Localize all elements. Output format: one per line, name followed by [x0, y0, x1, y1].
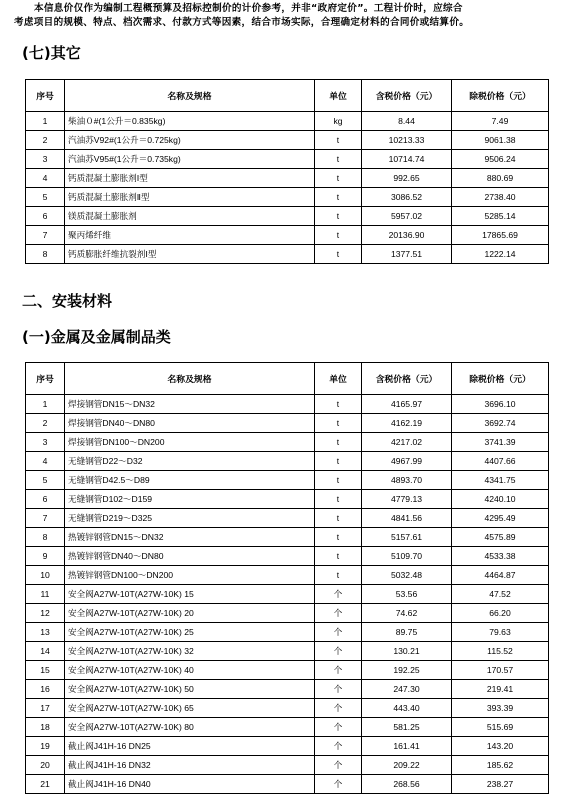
cell-name: 安全阀A27W-10T(A27W-10K) 65	[65, 699, 315, 718]
cell-notax-price: 3741.39	[452, 433, 549, 452]
cell-notax-price: 4407.66	[452, 452, 549, 471]
cell-no: 14	[26, 642, 65, 661]
table-row	[26, 471, 549, 490]
cell-unit: 个	[315, 642, 362, 661]
cell-notax-price: 2738.40	[452, 188, 549, 207]
cell-notax-price: 4341.75	[452, 471, 549, 490]
cell-tax-price: 209.22	[362, 756, 452, 775]
cell-notax-price: 4240.10	[452, 490, 549, 509]
cell-tax-price: 3086.52	[362, 188, 452, 207]
cell-notax-price: 3692.74	[452, 414, 549, 433]
cell-unit: 个	[315, 718, 362, 737]
cell-no: 6	[26, 207, 65, 226]
cell-name: 镁质混凝土膨胀剂	[65, 207, 315, 226]
table-row	[26, 585, 549, 604]
cell-unit: 个	[315, 775, 362, 794]
cell-notax-price: 5285.14	[452, 207, 549, 226]
table-row	[26, 490, 549, 509]
cell-notax-price: 4575.89	[452, 528, 549, 547]
cell-notax-price: 7.49	[452, 112, 549, 131]
cell-notax-price: 219.41	[452, 680, 549, 699]
header-tax-price: 含税价格（元）	[362, 80, 452, 112]
header-tax-price: 含税价格（元）	[362, 363, 452, 395]
cell-name: 钙质混凝土膨胀剂Ⅱ型	[65, 188, 315, 207]
cell-tax-price: 4779.13	[362, 490, 452, 509]
cell-no: 8	[26, 245, 65, 264]
cell-no: 10	[26, 566, 65, 585]
table-header-row	[26, 80, 549, 112]
cell-name: 钙质膨胀纤维抗裂剂Ⅰ型	[65, 245, 315, 264]
cell-name: 焊接钢管DN100～DN200	[65, 433, 315, 452]
header-no: 序号	[26, 80, 65, 112]
table-row	[26, 661, 549, 680]
cell-unit: t	[315, 528, 362, 547]
notice-text	[14, 2, 566, 29]
cell-no: 4	[26, 169, 65, 188]
cell-tax-price: 5032.48	[362, 566, 452, 585]
table-row	[26, 395, 549, 414]
cell-unit: 个	[315, 756, 362, 775]
table-row	[26, 150, 549, 169]
cell-notax-price: 17865.69	[452, 226, 549, 245]
cell-unit: t	[315, 414, 362, 433]
table-row	[26, 680, 549, 699]
table-row	[26, 226, 549, 245]
cell-name: 柴油０#(1公升＝0.835kg)	[65, 112, 315, 131]
table-row	[26, 452, 549, 471]
cell-notax-price: 115.52	[452, 642, 549, 661]
cell-no: 15	[26, 661, 65, 680]
cell-notax-price: 880.69	[452, 169, 549, 188]
cell-no: 3	[26, 150, 65, 169]
cell-no: 16	[26, 680, 65, 699]
cell-tax-price: 161.41	[362, 737, 452, 756]
cell-name: 截止阀J41H-16 DN32	[65, 756, 315, 775]
cell-notax-price: 4295.49	[452, 509, 549, 528]
table-row	[26, 756, 549, 775]
cell-notax-price: 238.27	[452, 775, 549, 794]
cell-tax-price: 130.21	[362, 642, 452, 661]
cell-tax-price: 53.56	[362, 585, 452, 604]
cell-no: 8	[26, 528, 65, 547]
section-install-title: 二、安装材料	[22, 292, 113, 310]
table-row	[26, 112, 549, 131]
cell-notax-price: 3696.10	[452, 395, 549, 414]
cell-unit: t	[315, 207, 362, 226]
cell-unit: t	[315, 245, 362, 264]
cell-tax-price: 20136.90	[362, 226, 452, 245]
table-row	[26, 245, 549, 264]
cell-notax-price: 170.57	[452, 661, 549, 680]
header-name: 名称及规格	[65, 363, 315, 395]
cell-tax-price: 443.40	[362, 699, 452, 718]
cell-name: 截止阀J41H-16 DN25	[65, 737, 315, 756]
cell-no: 2	[26, 131, 65, 150]
cell-tax-price: 992.65	[362, 169, 452, 188]
header-notax-price: 除税价格（元）	[452, 80, 549, 112]
cell-unit: 个	[315, 699, 362, 718]
cell-no: 11	[26, 585, 65, 604]
cell-no: 17	[26, 699, 65, 718]
cell-name: 安全阀A27W-10T(A27W-10K) 20	[65, 604, 315, 623]
table-row	[26, 188, 549, 207]
cell-tax-price: 581.25	[362, 718, 452, 737]
cell-no: 2	[26, 414, 65, 433]
other-table-body	[26, 112, 549, 264]
cell-no: 5	[26, 471, 65, 490]
cell-unit: 个	[315, 585, 362, 604]
table-row	[26, 699, 549, 718]
cell-no: 7	[26, 226, 65, 245]
table-row	[26, 718, 549, 737]
cell-no: 19	[26, 737, 65, 756]
cell-name: 无缝钢管D22～D32	[65, 452, 315, 471]
table-row	[26, 642, 549, 661]
table-row	[26, 623, 549, 642]
cell-notax-price: 4533.38	[452, 547, 549, 566]
cell-name: 安全阀A27W-10T(A27W-10K) 25	[65, 623, 315, 642]
cell-no: 21	[26, 775, 65, 794]
header-notax-price: 除税价格（元）	[452, 363, 549, 395]
cell-name: 热镀锌钢管DN15～DN32	[65, 528, 315, 547]
table-header-row	[26, 363, 549, 395]
cell-notax-price: 4464.87	[452, 566, 549, 585]
cell-tax-price: 10213.33	[362, 131, 452, 150]
cell-tax-price: 89.75	[362, 623, 452, 642]
cell-notax-price: 393.39	[452, 699, 549, 718]
cell-name: 汽油苏V95#(1公升＝0.735kg)	[65, 150, 315, 169]
cell-name: 安全阀A27W-10T(A27W-10K) 32	[65, 642, 315, 661]
cell-name: 无缝钢管D219～D325	[65, 509, 315, 528]
cell-tax-price: 4967.99	[362, 452, 452, 471]
table-row	[26, 528, 549, 547]
cell-unit: t	[315, 509, 362, 528]
cell-notax-price: 9061.38	[452, 131, 549, 150]
cell-tax-price: 5157.61	[362, 528, 452, 547]
cell-unit: t	[315, 566, 362, 585]
table-row	[26, 131, 549, 150]
cell-notax-price: 9506.24	[452, 150, 549, 169]
section-metal-title: (一)金属及金属制品类	[22, 328, 171, 346]
cell-notax-price: 47.52	[452, 585, 549, 604]
cell-name: 焊接钢管DN15～DN32	[65, 395, 315, 414]
cell-no: 20	[26, 756, 65, 775]
cell-tax-price: 4217.02	[362, 433, 452, 452]
notice-line-2: 考虑项目的规模、特点、档次需求、付款方式等因素，结合市场实际，合理确定材料的合同价或结算价。	[14, 16, 470, 28]
cell-no: 1	[26, 395, 65, 414]
cell-unit: t	[315, 150, 362, 169]
cell-name: 钙质混凝土膨胀剂Ⅰ型	[65, 169, 315, 188]
table-row	[26, 509, 549, 528]
metal-table-body	[26, 395, 549, 794]
cell-no: 3	[26, 433, 65, 452]
cell-tax-price: 4165.97	[362, 395, 452, 414]
cell-name: 聚丙烯纤维	[65, 226, 315, 245]
cell-no: 18	[26, 718, 65, 737]
cell-no: 12	[26, 604, 65, 623]
cell-notax-price: 66.20	[452, 604, 549, 623]
metal-price-table	[25, 362, 549, 794]
cell-unit: 个	[315, 623, 362, 642]
cell-unit: kg	[315, 112, 362, 131]
cell-name: 截止阀J41H-16 DN40	[65, 775, 315, 794]
cell-no: 9	[26, 547, 65, 566]
notice-line-1: 本信息价仅作为编制工程概预算及招标控制价的计价参考，并非“政府定价”。工程计价时，应综合	[34, 3, 463, 14]
other-price-table	[25, 79, 549, 264]
table-row	[26, 566, 549, 585]
cell-unit: t	[315, 131, 362, 150]
header-unit: 单位	[315, 363, 362, 395]
table-row	[26, 207, 549, 226]
cell-notax-price: 1222.14	[452, 245, 549, 264]
cell-unit: t	[315, 395, 362, 414]
header-no: 序号	[26, 363, 65, 395]
cell-name: 汽油苏V92#(1公升＝0.725kg)	[65, 131, 315, 150]
cell-no: 5	[26, 188, 65, 207]
cell-no: 6	[26, 490, 65, 509]
cell-unit: 个	[315, 604, 362, 623]
table-row	[26, 414, 549, 433]
cell-no: 1	[26, 112, 65, 131]
cell-unit: t	[315, 471, 362, 490]
table-row	[26, 547, 549, 566]
cell-name: 安全阀A27W-10T(A27W-10K) 80	[65, 718, 315, 737]
cell-no: 7	[26, 509, 65, 528]
cell-tax-price: 74.62	[362, 604, 452, 623]
cell-notax-price: 515.69	[452, 718, 549, 737]
cell-tax-price: 4162.19	[362, 414, 452, 433]
cell-tax-price: 5957.02	[362, 207, 452, 226]
table-row	[26, 169, 549, 188]
cell-tax-price: 247.30	[362, 680, 452, 699]
cell-tax-price: 1377.51	[362, 245, 452, 264]
header-unit: 单位	[315, 80, 362, 112]
cell-no: 13	[26, 623, 65, 642]
cell-unit: t	[315, 547, 362, 566]
table-row	[26, 433, 549, 452]
cell-unit: t	[315, 188, 362, 207]
section-other-title: (七)其它	[22, 44, 81, 62]
cell-tax-price: 8.44	[362, 112, 452, 131]
cell-unit: 个	[315, 680, 362, 699]
cell-unit: t	[315, 433, 362, 452]
cell-tax-price: 5109.70	[362, 547, 452, 566]
cell-tax-price: 4841.56	[362, 509, 452, 528]
cell-name: 焊接钢管DN40～DN80	[65, 414, 315, 433]
cell-tax-price: 4893.70	[362, 471, 452, 490]
cell-tax-price: 192.25	[362, 661, 452, 680]
cell-unit: t	[315, 169, 362, 188]
header-name: 名称及规格	[65, 80, 315, 112]
table-row	[26, 775, 549, 794]
cell-name: 无缝钢管D42.5～D89	[65, 471, 315, 490]
cell-unit: t	[315, 226, 362, 245]
cell-notax-price: 79.63	[452, 623, 549, 642]
cell-name: 安全阀A27W-10T(A27W-10K) 40	[65, 661, 315, 680]
cell-unit: 个	[315, 661, 362, 680]
cell-unit: 个	[315, 737, 362, 756]
cell-tax-price: 10714.74	[362, 150, 452, 169]
cell-name: 无缝钢管D102～D159	[65, 490, 315, 509]
table-row	[26, 737, 549, 756]
cell-notax-price: 143.20	[452, 737, 549, 756]
cell-unit: t	[315, 490, 362, 509]
table-row	[26, 604, 549, 623]
cell-notax-price: 185.62	[452, 756, 549, 775]
cell-name: 热镀锌钢管DN100～DN200	[65, 566, 315, 585]
cell-tax-price: 268.56	[362, 775, 452, 794]
cell-no: 4	[26, 452, 65, 471]
cell-name: 安全阀A27W-10T(A27W-10K) 50	[65, 680, 315, 699]
cell-name: 安全阀A27W-10T(A27W-10K) 15	[65, 585, 315, 604]
cell-unit: t	[315, 452, 362, 471]
cell-name: 热镀锌钢管DN40～DN80	[65, 547, 315, 566]
